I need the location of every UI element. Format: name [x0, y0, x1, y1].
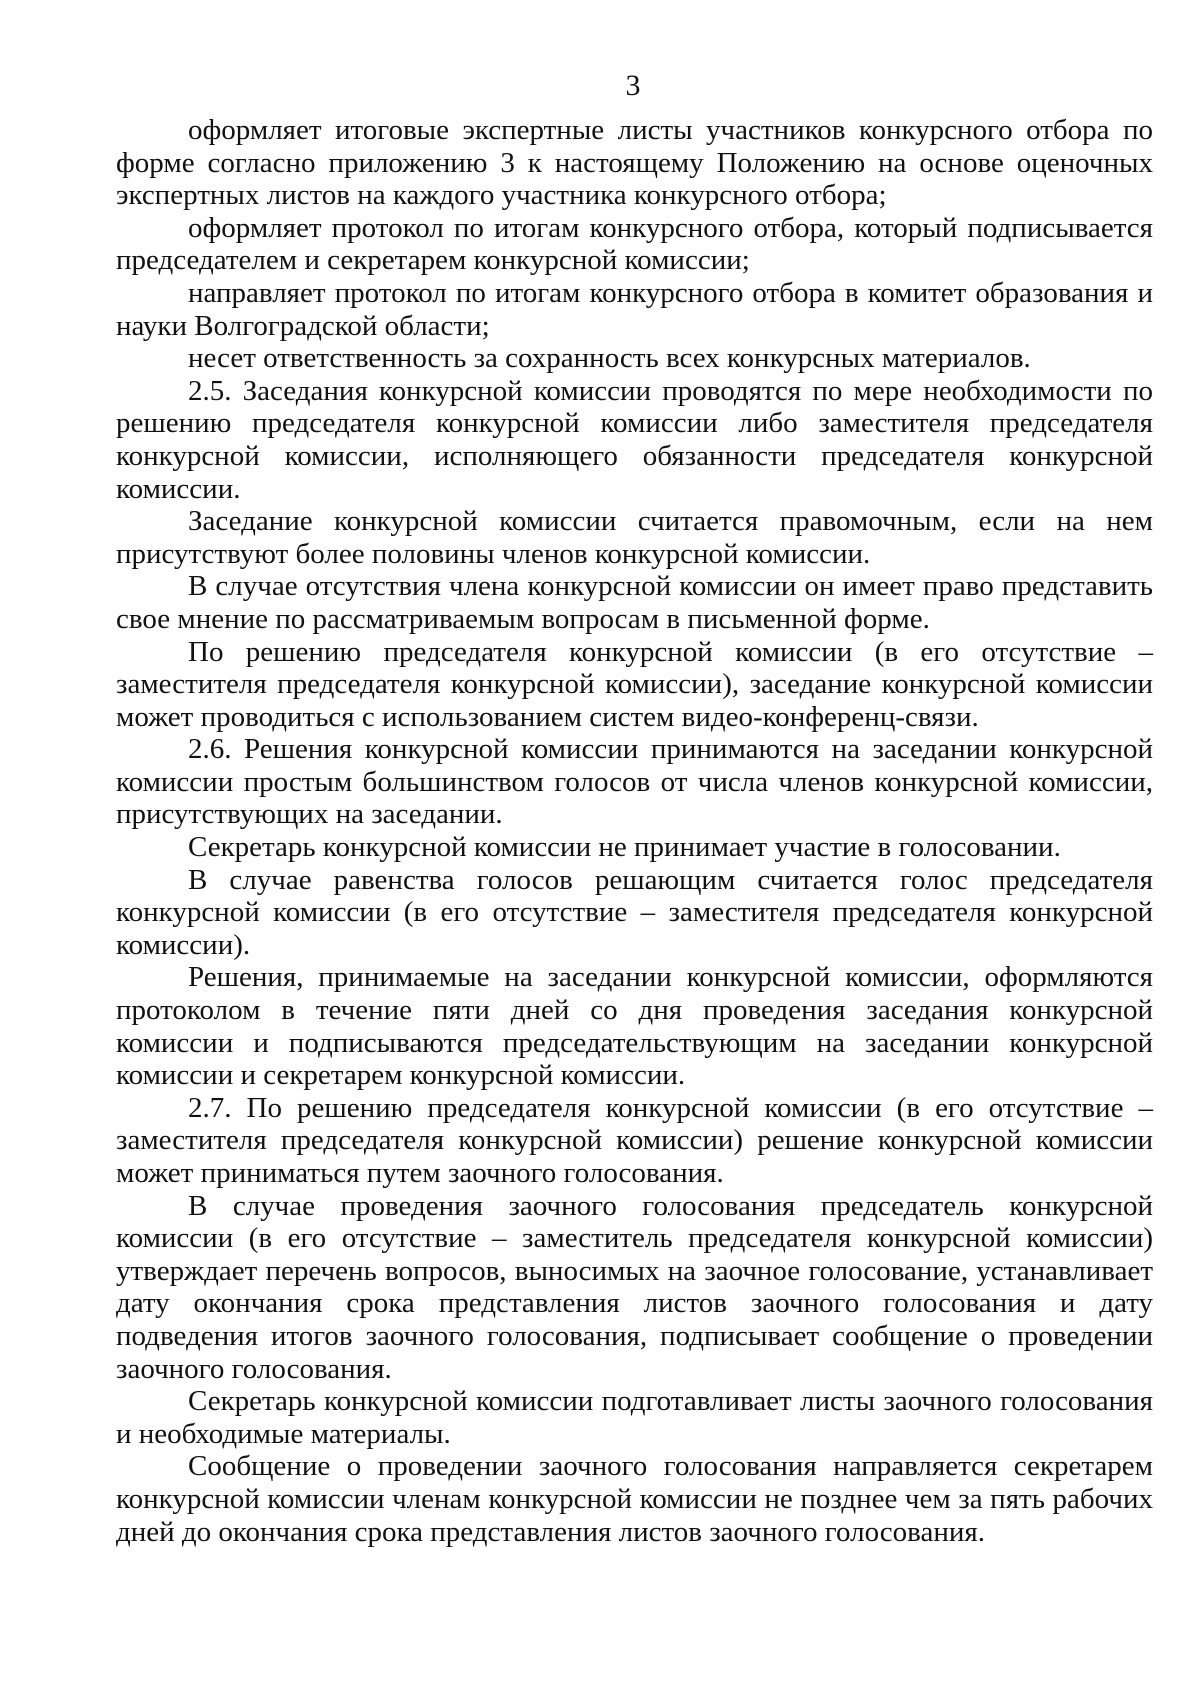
document-body	[116, 114, 1153, 1548]
paragraph: В случае проведения заочного голосования председатель конкурсной комиссии (в его отсутствие – заместитель председателя конкурсной комиссии) утверждает перечень вопросов, выносимых на заочное голосование, устанавливает дату окончания срока представления листов заочного голосования и дату подведения итогов заочного голосования, подписывает сообщение о проведении заочного голосования.	[116, 1189, 1153, 1385]
paragraph: Секретарь конкурсной комиссии не принимает участие в голосовании.	[188, 831, 1061, 864]
paragraph: оформляет итоговые экспертные листы участников конкурсного отбора по форме согласно приложению 3 к настоящему Положению на основе оценочных экспертных листов на каждого участника конкурсного отбора;	[116, 114, 1153, 212]
paragraph: несет ответственность за сохранность всех конкурсных материалов.	[188, 342, 1031, 375]
paragraph: Секретарь конкурсной комиссии подготавливает листы заочного голосования и необходимые материалы.	[116, 1385, 1153, 1450]
paragraph: направляет протокол по итогам конкурсного отбора в комитет образования и науки Волгоградской области;	[116, 276, 1153, 342]
paragraph: В случае равенства голосов решающим считается голос председателя конкурсной комиссии (в его отсутствие – заместителя председателя конкурсной комиссии).	[116, 863, 1153, 961]
paragraph: Заседание конкурсной комиссии считается правомочным, если на нем присутствуют более половины членов конкурсной комиссии.	[116, 505, 1153, 570]
paragraph: По решению председателя конкурсной комиссии (в его отсутствие – заместителя председателя конкурсной комиссии), заседание конкурсной комиссии может проводиться с использованием систем видео-конференц-связи.	[116, 635, 1153, 733]
paragraph: Решения, принимаемые на заседании конкурсной комиссии, оформляются протоколом в течение пяти дней со дня проведения заседания конкурсной комиссии и подписываются председательствующим на заседании конкурсной комиссии и секретарем конкурсной комиссии.	[116, 961, 1153, 1092]
paragraph: оформляет протокол по итогам конкурсного отбора, который подписывается председателем и секретарем конкурсной комиссии;	[116, 211, 1153, 277]
paragraph: В случае отсутствия члена конкурсной комиссии он имеет право представить свое мнение по рассматриваемым вопросам в письменной форме.	[116, 570, 1153, 635]
paragraph: 2.5. Заседания конкурсной комиссии проводятся по мере необходимости по решению председателя конкурсной комиссии либо заместителя председателя конкурсной комиссии, исполняющего обязанности председателя конкурсной комиссии.	[116, 374, 1153, 505]
paragraph: 2.7. По решению председателя конкурсной комиссии (в его отсутствие – заместителя председателя конкурсной комиссии) решение конкурсной комиссии может приниматься путем заочного голосования.	[116, 1091, 1153, 1189]
paragraph: 2.6. Решения конкурсной комиссии принимаются на заседании конкурсной комиссии простым большинством голосов от числа членов конкурсной комиссии, присутствующих на заседании.	[116, 733, 1153, 831]
paragraph: Сообщение о проведении заочного голосования направляется секретарем конкурсной комиссии членам конкурсной комиссии не позднее чем за пять рабочих дней до окончания срока представления листов заочного голосования.	[116, 1450, 1153, 1548]
page-number: 3	[625, 69, 641, 102]
